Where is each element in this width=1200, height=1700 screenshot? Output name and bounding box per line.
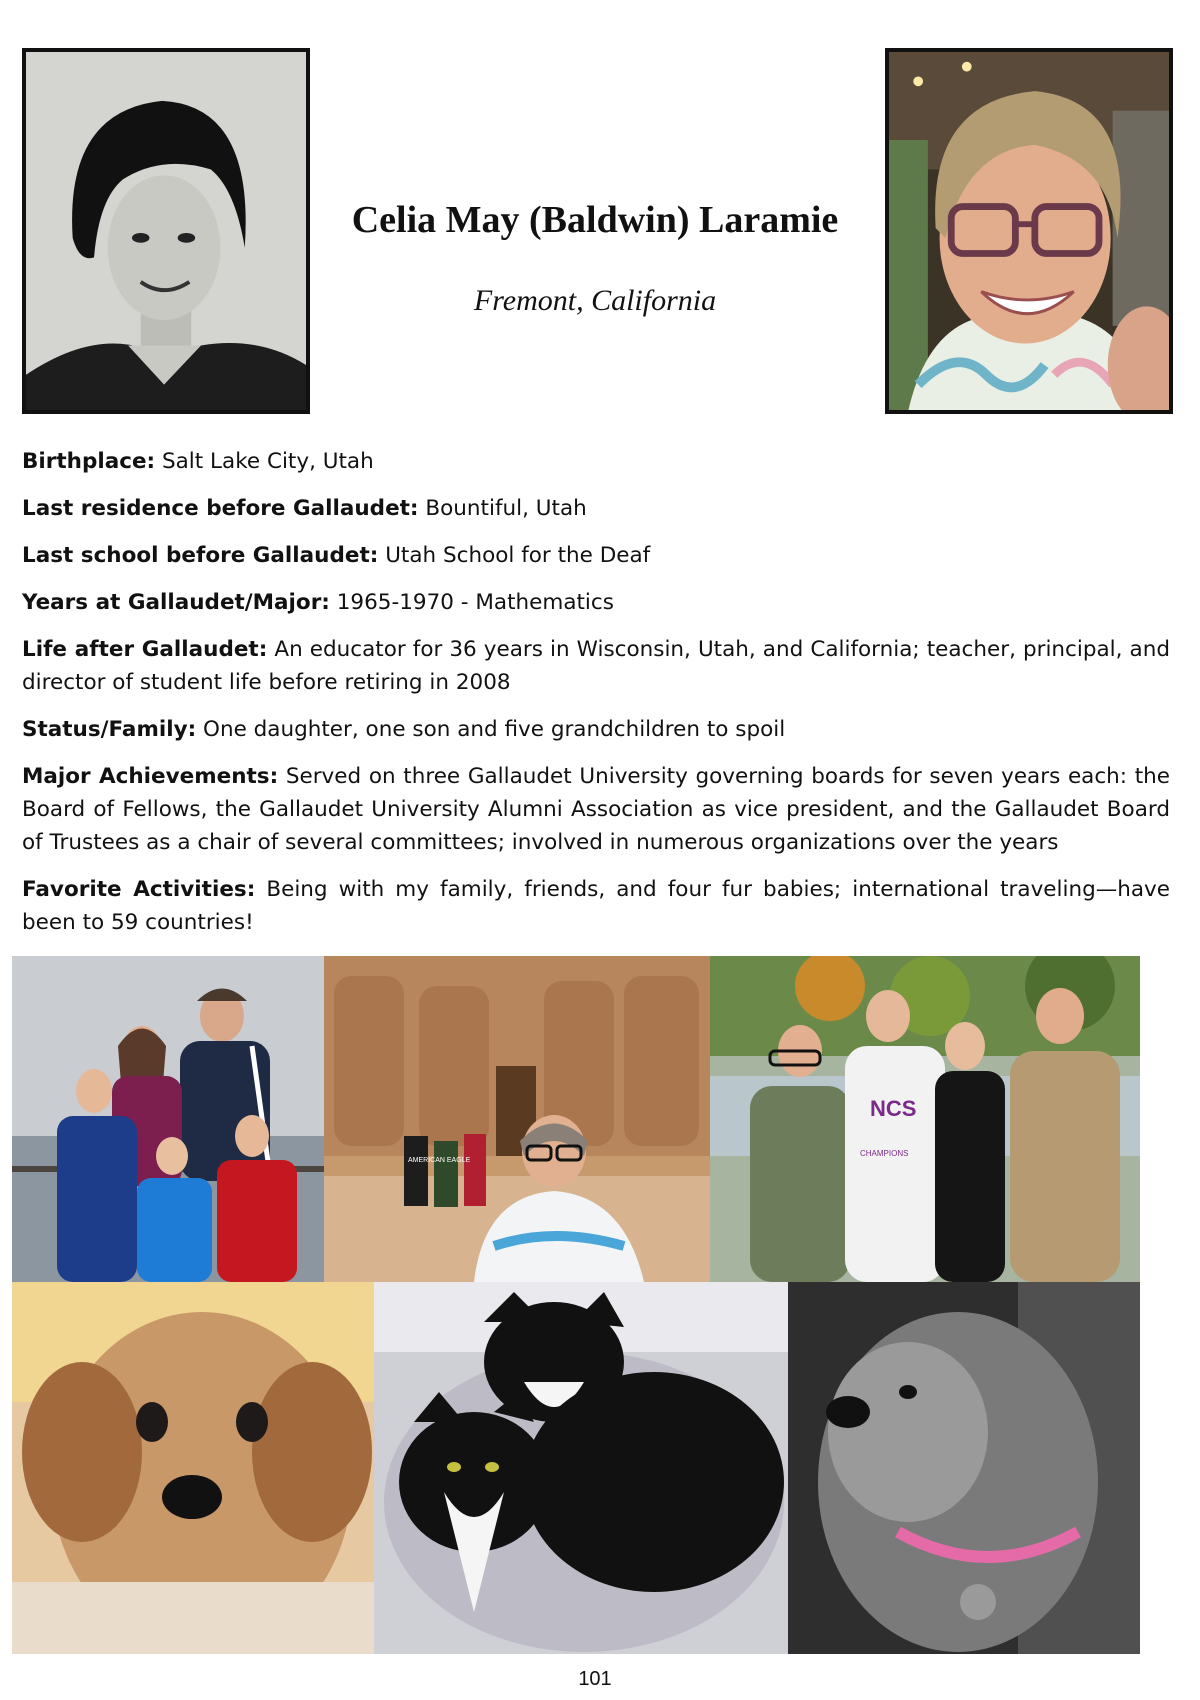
fact-life-after <box>22 633 1170 699</box>
fact-label: Life after Gallaudet: <box>22 637 268 662</box>
dog-in-car-photo <box>788 1282 1140 1654</box>
location-subtitle: Fremont, California <box>473 284 717 317</box>
fact-label: Years at Gallaudet/Major: <box>22 590 330 615</box>
fact-value: 1965-1970 - Mathematics <box>336 590 614 615</box>
fact-value: Utah School for the Deaf <box>385 543 651 568</box>
biography-facts <box>22 445 1170 953</box>
fact-last-residence <box>22 492 1170 525</box>
fact-value: Bountiful, Utah <box>425 496 587 521</box>
fact-value: Salt Lake City, Utah <box>161 449 374 474</box>
fact-major-achievements <box>22 760 1170 859</box>
fact-label: Birthplace: <box>22 449 156 474</box>
puppy-photo <box>12 1282 374 1654</box>
fact-value: An educator for 36 years in Wisconsin, Utah, and California; teacher, principal, and director of student life before retiring in 2008 <box>22 637 1170 695</box>
shirt-text: AMERICAN EAGLE <box>408 1157 471 1164</box>
fact-value: Served on three Gallaudet University governing boards for seven years each: the Board of Fellows, the Gallaudet University Alumni Association as vice president, and the Gallaudet Board of Trustees as a chair of several committees; involved in numerous organizations over the years <box>22 764 1170 855</box>
fact-years-major <box>22 586 1170 619</box>
fact-birthplace <box>22 445 1170 478</box>
page-title: Celia May (Baldwin) Laramie <box>351 199 839 241</box>
hoodie-text: NCS <box>870 1096 917 1121</box>
family-photo <box>12 956 324 1282</box>
hoodie-subtext: CHAMPIONS <box>860 1149 909 1158</box>
fact-last-school <box>22 539 1170 572</box>
fact-label: Favorite Activities: <box>22 877 256 902</box>
fact-label: Status/Family: <box>22 717 197 742</box>
current-portrait-photo <box>885 48 1173 414</box>
cats-photo <box>374 1282 788 1654</box>
abu-simbel-travel-photo <box>324 956 710 1282</box>
yearbook-portrait-photo <box>22 48 310 414</box>
fact-status-family <box>22 713 1170 746</box>
fact-label: Major Achievements: <box>22 764 279 789</box>
fact-value: One daughter, one son and five grandchildren to spoil <box>203 717 786 742</box>
fact-label: Last residence before Gallaudet: <box>22 496 419 521</box>
page-number: 101 <box>578 1668 612 1690</box>
group-family-photo <box>710 956 1140 1282</box>
fact-favorite-activities <box>22 873 1170 939</box>
fact-value: Being with my family, friends, and four fur babies; international traveling—have been to 59 countries! <box>22 877 1170 935</box>
fact-label: Last school before Gallaudet: <box>22 543 379 568</box>
